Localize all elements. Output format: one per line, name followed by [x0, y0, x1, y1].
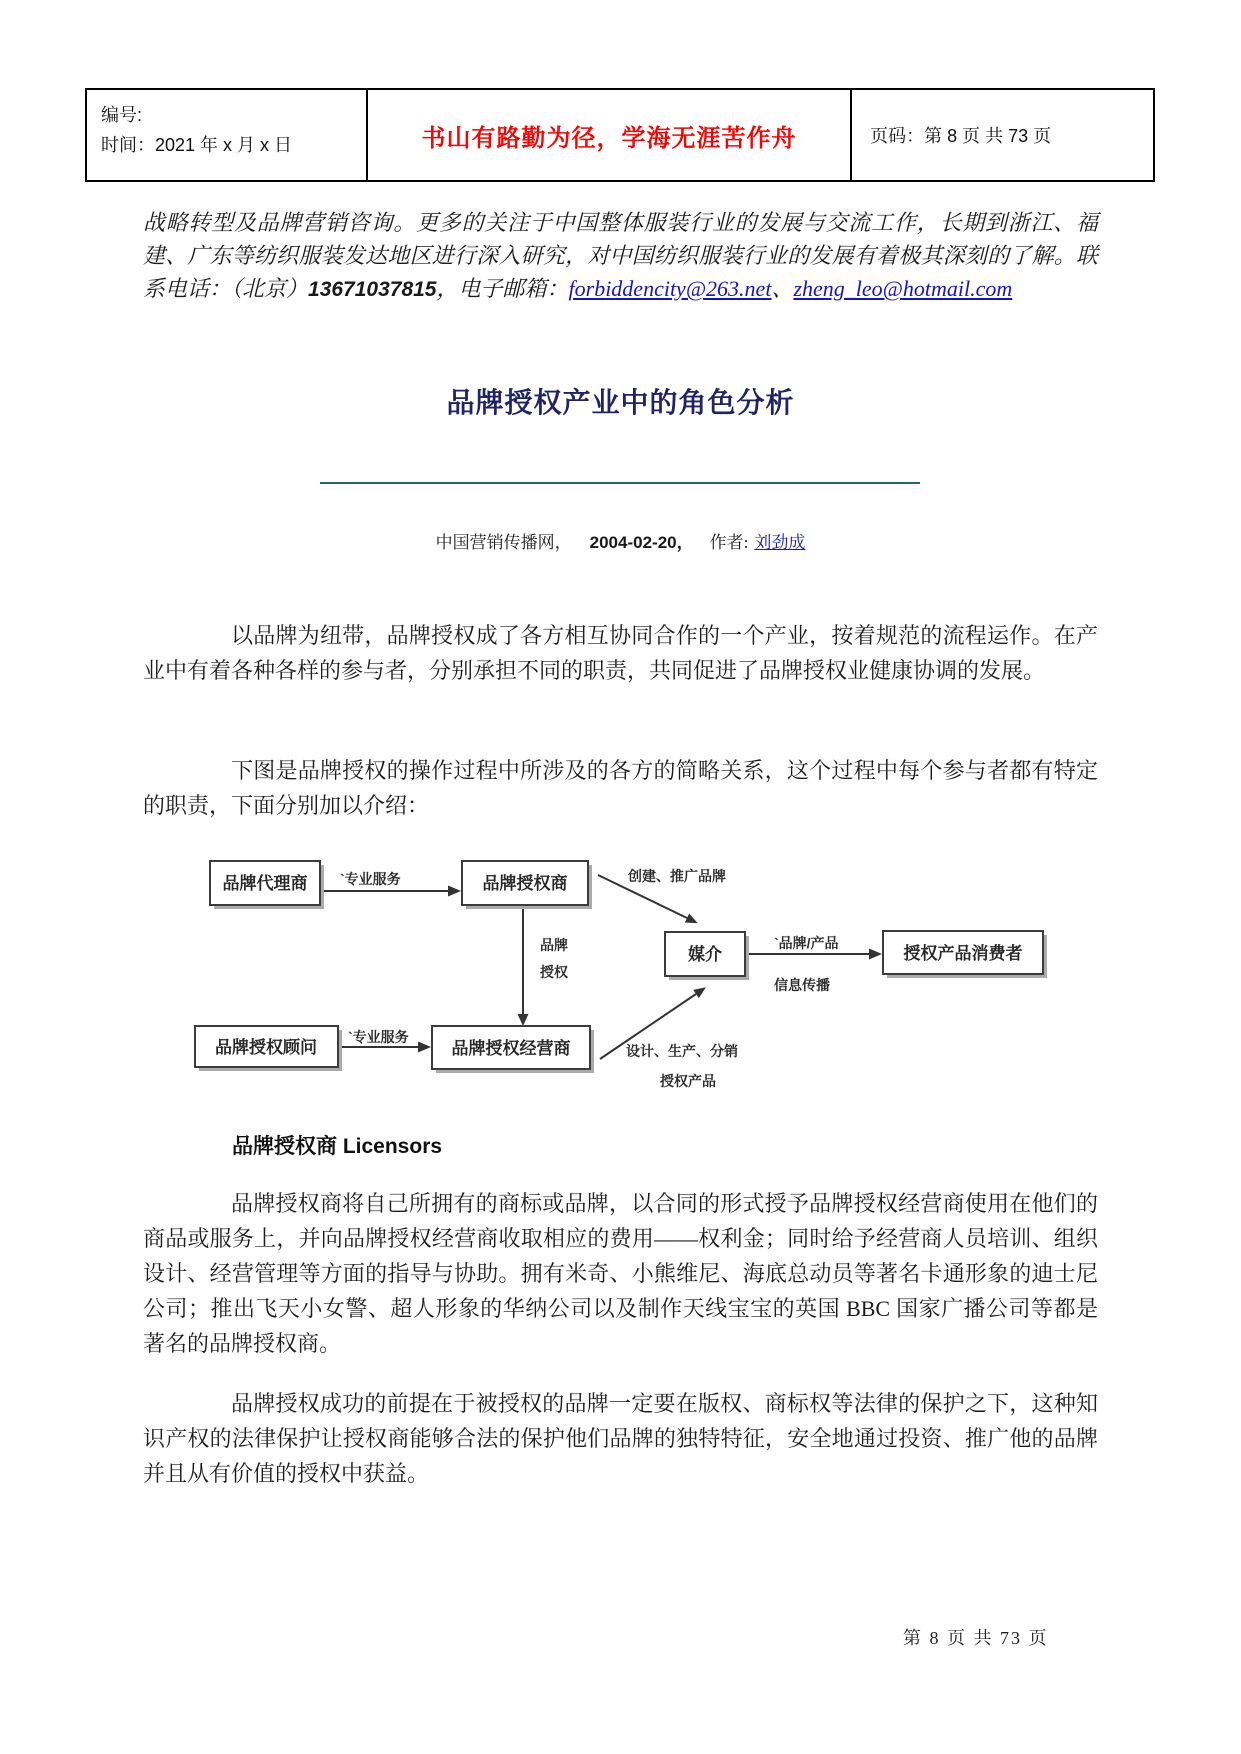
- article-title: 品牌授权产业中的角色分析: [446, 387, 795, 418]
- node-brand-agent: [210, 861, 324, 909]
- arrowhead-media-consumer: [869, 949, 882, 960]
- licensing-diagram: [190, 853, 1050, 1148]
- node-brand-licensor-label: 品牌授权商: [482, 874, 568, 893]
- node-consumer-label: 授权产品消费者: [903, 944, 1023, 963]
- label-brand: 品牌: [540, 937, 568, 953]
- arrowhead-licensee-media: [693, 987, 706, 998]
- paragraph-3: 品牌授权商将自己所拥有的商标或品牌，以合同的形式授予品牌授权经营商使用在他们的商品或服务上，并向品牌授权经营商收取相应的费用——权利金；同时给予经营商人员培训、组织设计、经营管理等方面的指导与协助。拥有米奇、小熊维尼、海底总动员等著名卡通形象的迪士尼公司；推出飞天小女警、超人形象的华纳公司以及制作天线宝宝的英国 BBC 国家广播公司等都是著名的品牌授权商。: [143, 1191, 1098, 1356]
- doc-number-label: 编号:: [101, 105, 143, 125]
- title-divider-line: [320, 482, 920, 484]
- header-slogan: 书山有路勤为径，学海无涯苦作舟: [421, 124, 797, 152]
- label-professional-service-bottom: `专业服务: [348, 1029, 409, 1045]
- header-table: [85, 88, 1155, 182]
- intro-paragraph: [143, 206, 1098, 306]
- paragraph-4: 品牌授权成功的前提在于被授权的品牌一定要在版权、商标权等法律的保护之下，这种知识产权的法律保护让授权商能够合法的保护他们品牌的独特特征，安全地通过投资、推广他的品牌并且从有价值的授权中获益。: [143, 1391, 1098, 1486]
- footer-page-number: 第 8 页 共 73 页: [903, 1628, 1049, 1648]
- intro-text-2: ，电子邮箱：: [436, 276, 569, 301]
- arrowhead-agent-licensor: [448, 886, 461, 897]
- intro-phone: 13671037815: [308, 278, 437, 301]
- header-cell-center: [368, 90, 852, 180]
- doc-date-label: 时间：2021 年 x 月 x 日: [101, 135, 293, 155]
- intro-separator: 、: [771, 276, 794, 301]
- source-line: [0, 528, 1241, 553]
- paragraph-2: 下图是品牌授权的操作过程中所涉及的各方的简略关系，这个过程中每个参与者都有特定的职责，下面分别加以介绍：: [143, 758, 1098, 818]
- intro-text-1: 战略转型及品牌营销咨询。更多的关注于中国整体服装行业的发展与交流工作，长期到浙江、福建、广东等纺织服装发达地区进行深入研究，对中国纺织服装行业的发展有着极其深刻的了解。联系电话：（北京）: [143, 210, 1098, 301]
- node-licensing-consultant: [195, 1026, 342, 1071]
- node-brand-agent-label: 品牌代理商: [222, 874, 308, 893]
- author-link[interactable]: 刘劲成: [754, 533, 806, 552]
- node-media-label: 媒介: [688, 945, 722, 964]
- node-brand-licensee: [432, 1026, 594, 1073]
- header-cell-right: [852, 90, 1153, 180]
- section-heading-licensors: 品牌授权商 Licensors: [232, 1135, 443, 1158]
- source-date: 2004-02-20，: [589, 533, 694, 552]
- label-professional-service-top: `专业服务: [340, 871, 401, 887]
- node-media: [665, 932, 749, 980]
- email-link-2[interactable]: zheng_leo@hotmail.com: [793, 276, 1013, 301]
- email-link-1[interactable]: forbiddencity@263.net: [568, 276, 772, 301]
- licensing-diagram-svg: [190, 853, 1050, 1148]
- label-create-promote-brand: 创建、推广品牌: [628, 868, 726, 884]
- node-licensed-product-consumer: [883, 931, 1047, 978]
- node-licensee-label: 品牌授权经营商: [451, 1039, 571, 1058]
- label-brand-product: `品牌/产品: [774, 935, 839, 951]
- header-cell-left: [87, 90, 368, 180]
- source-site: 中国营销传播网，: [435, 533, 572, 552]
- label-license: 授权: [540, 964, 568, 980]
- arrowhead-consultant-licensee: [418, 1042, 431, 1053]
- source-author-label: 作者:: [709, 533, 749, 552]
- label-info-spread: 信息传播: [774, 977, 830, 993]
- node-consultant-label: 品牌授权顾问: [215, 1038, 317, 1057]
- header-page-label: 页码：第 8 页 共 73 页: [870, 126, 1052, 146]
- label-design-produce-distribute: 设计、生产、分销: [626, 1043, 738, 1059]
- arrowhead-licensor-licensee: [518, 1014, 529, 1026]
- paragraph-1: 以品牌为纽带，品牌授权成了各方相互协同合作的一个产业，按着规范的流程运作。在产业中有着各种各样的参与者，分别承担不同的职责，共同促进了品牌授权业健康协调的发展。: [143, 623, 1098, 683]
- node-brand-licensor: [462, 861, 592, 909]
- label-licensed-products: 授权产品: [660, 1073, 716, 1089]
